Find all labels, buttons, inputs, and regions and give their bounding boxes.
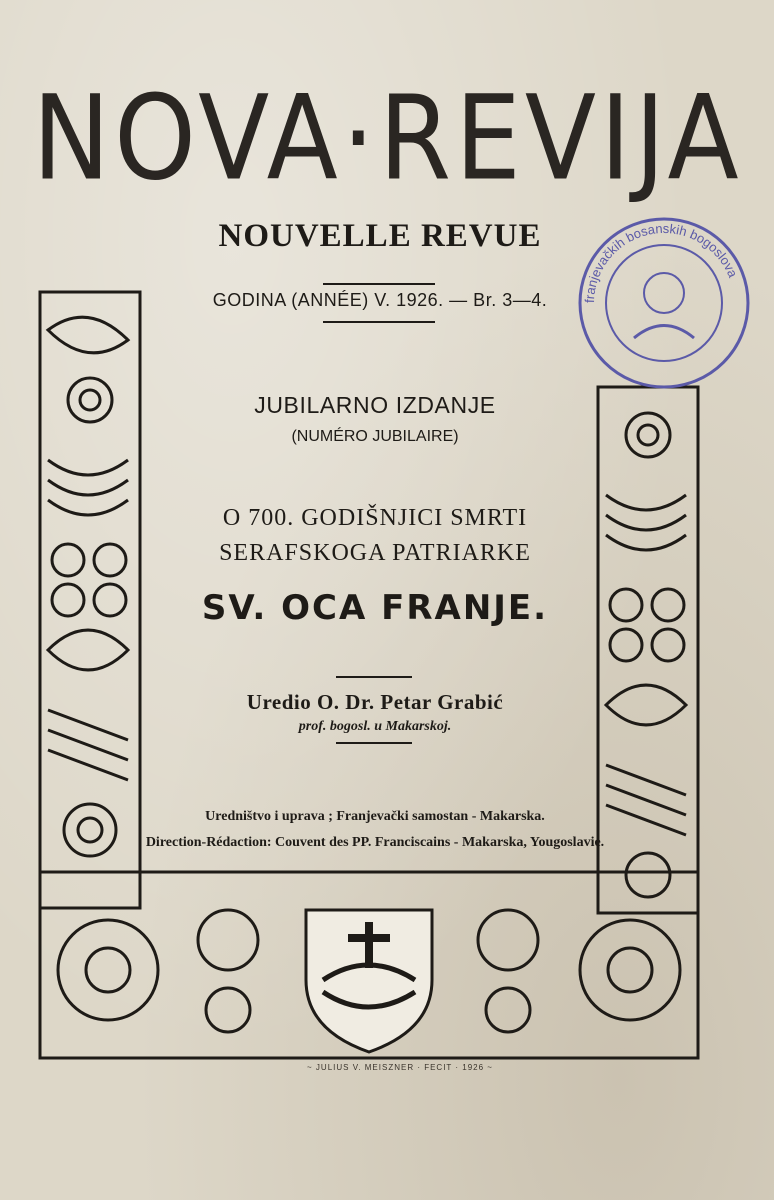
headline-line-2: SERAFSKOGA PATRIARKE xyxy=(219,540,531,566)
rule-below-editor xyxy=(336,742,412,744)
franciscan-coat-of-arms xyxy=(306,910,432,1052)
office-french: Direction-Rédaction: Couvent des PP. Franciscains - Makarska, Yougoslavie. xyxy=(145,835,605,850)
subtitle: NOUVELLE REVUE xyxy=(218,218,542,254)
headline-line-1: O 700. GODIŠNJICI SMRTI xyxy=(222,505,528,531)
ornament-bottom-border xyxy=(38,870,700,1060)
edition-subtitle: (NUMÉRO JUBILAIRE) xyxy=(291,428,459,445)
saint-title: SV. OCA FRANJE. xyxy=(201,588,549,628)
rule-above-editor xyxy=(336,676,412,678)
svg-text:franjevačkih bosanskih bogoslo xyxy=(582,221,741,303)
artist-signature: ~ JULIUS V. MEISZNER · FECIT · 1926 ~ xyxy=(307,1063,493,1072)
rule-top xyxy=(323,283,435,285)
edition-title: JUBILARNO IZDANJE xyxy=(254,392,496,418)
ornament-right-border xyxy=(596,385,700,915)
editor-affiliation: prof. bogosl. u Makarskoj. xyxy=(298,719,452,734)
issue-line: GODINA (ANNÉE) V. 1926. — Br. 3—4. xyxy=(212,290,548,310)
editor-line: Uredio O. Dr. Petar Grabić xyxy=(246,690,504,714)
stamp-text: franjevačkih bosanskih bogoslova xyxy=(581,220,741,304)
office-croatian: Uredništvo i uprava ; Franjevački samostan - Makarska. xyxy=(205,809,545,824)
masthead-title: NOVA·REVIJA xyxy=(32,69,743,207)
ornament-left-border xyxy=(38,290,142,910)
library-stamp xyxy=(574,213,754,393)
rule-under-issue xyxy=(323,321,435,323)
